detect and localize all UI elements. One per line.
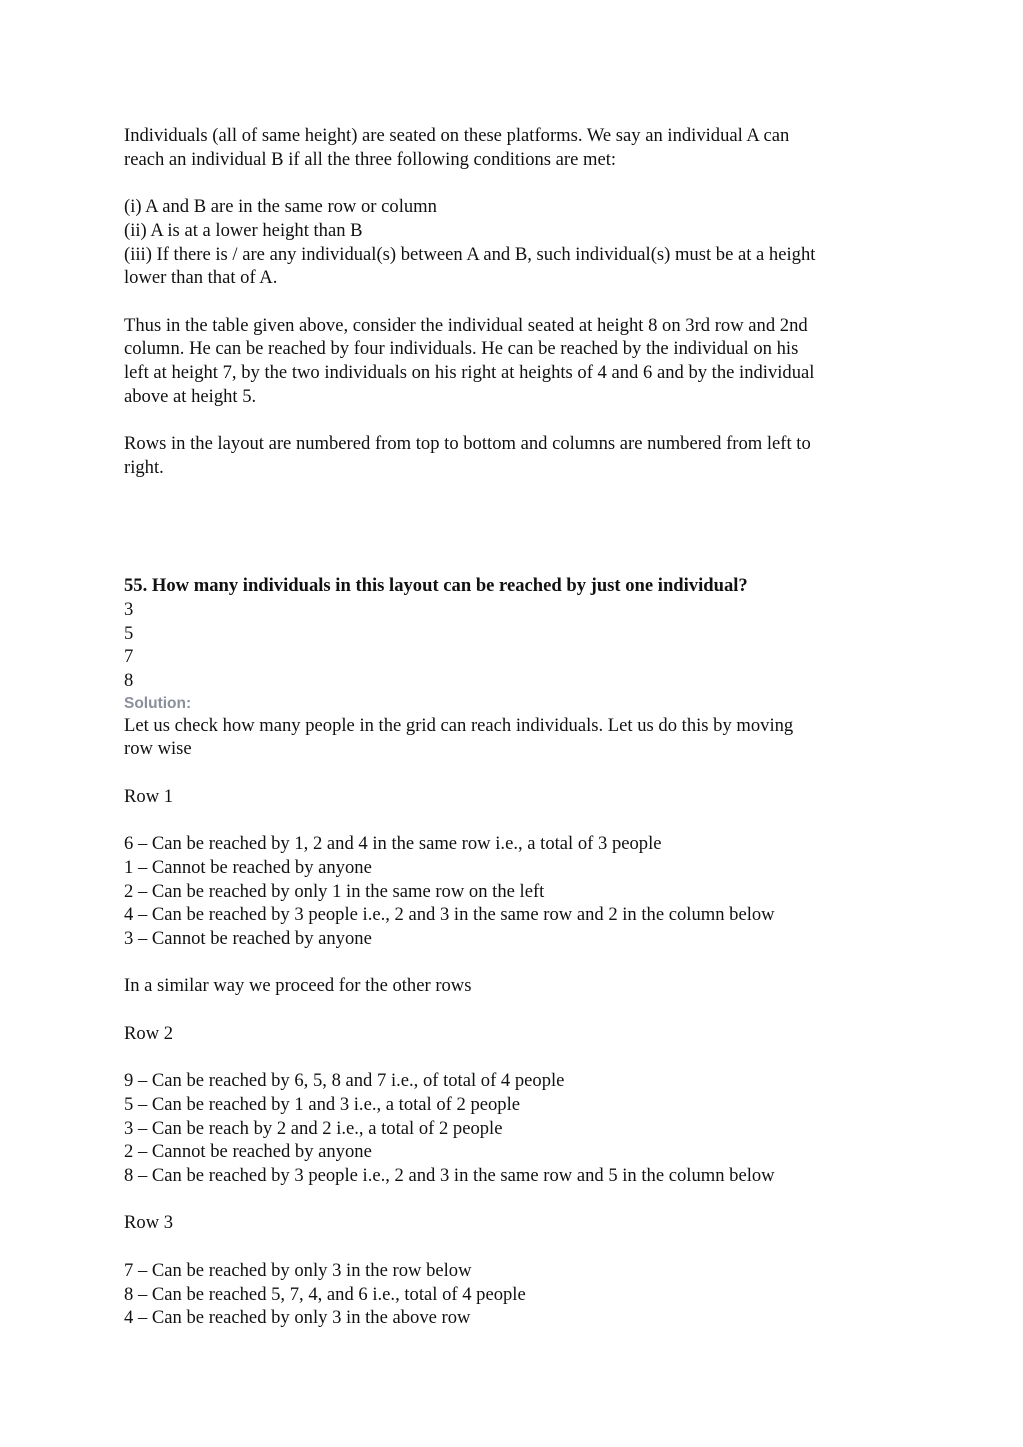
row3-item: 4 – Can be reached by only 3 in the above row xyxy=(124,1307,471,1329)
row2-item: 2 – Cannot be reached by anyone xyxy=(124,1141,372,1163)
row3-title: Row 3 xyxy=(124,1212,174,1234)
example-line: column. He can be reached by four individuals. He can be reached by the individual on his xyxy=(124,338,799,360)
example-line: left at height 7, by the two individuals on his right at heights of 4 and 6 and by the individual xyxy=(124,362,815,383)
row1-item: 3 – Cannot be reached by anyone xyxy=(124,928,372,950)
solution-intro-line: row wise xyxy=(124,738,192,760)
intro-line: Individuals (all of same height) are seated on these platforms. We say an individual A can xyxy=(124,125,790,146)
solution-heading: Solution: xyxy=(124,694,192,712)
numbering-line: right. xyxy=(124,456,164,478)
condition-item: (i) A and B are in the same row or column xyxy=(124,196,437,218)
row3-item: 8 – Can be reached 5, 7, 4, and 6 i.e., total of 4 people xyxy=(124,1283,526,1305)
solution-block xyxy=(124,693,914,1330)
row2-item: 9 – Can be reached by 6, 5, 8 and 7 i.e., of total of 4 people xyxy=(124,1070,565,1092)
question-option: 3 xyxy=(124,598,134,620)
intro-paragraph xyxy=(124,124,914,171)
condition-item: (ii) A is at a lower height than B xyxy=(124,219,363,241)
condition-item: lower than that of A. xyxy=(124,267,278,289)
question-option: 7 xyxy=(124,646,134,668)
conditions-list xyxy=(124,195,914,290)
row2-item: 3 – Can be reach by 2 and 2 i.e., a total of 2 people xyxy=(124,1117,503,1139)
row3-item: 7 – Can be reached by only 3 in the row below xyxy=(124,1259,472,1281)
numbering-paragraph xyxy=(124,432,914,479)
document-page xyxy=(124,124,914,1330)
similar-note: In a similar way we proceed for the other rows xyxy=(124,975,472,997)
question-option: 8 xyxy=(124,670,134,692)
row2-item: 5 – Can be reached by 1 and 3 i.e., a total of 2 people xyxy=(124,1093,521,1115)
solution-intro-line: Let us check how many people in the grid can reach individuals. Let us do this by moving xyxy=(124,714,794,736)
row1-item: 1 – Cannot be reached by anyone xyxy=(124,856,372,878)
row1-item: 6 – Can be reached by 1, 2 and 4 in the same row i.e., a total of 3 people xyxy=(124,833,662,855)
example-line: Thus in the table given above, consider the individual seated at height 8 on 3rd row and 2nd xyxy=(124,314,808,336)
question-block xyxy=(124,574,914,693)
numbering-line: Rows in the layout are numbered from top to bottom and columns are numbered from left to xyxy=(124,433,811,455)
question-text: 55. How many individuals in this layout can be reached by just one individual? xyxy=(124,575,748,597)
example-line: above at height 5. xyxy=(124,385,257,407)
example-paragraph xyxy=(124,314,914,409)
row2-title: Row 2 xyxy=(124,1022,174,1044)
condition-item: (iii) If there is / are any individual(s) between A and B, such individual(s) must be at a height xyxy=(124,243,816,265)
question-option: 5 xyxy=(124,622,134,644)
intro-line: reach an individual B if all the three following conditions are met: xyxy=(124,148,617,170)
row1-title: Row 1 xyxy=(124,785,174,807)
row1-item: 2 – Can be reached by only 1 in the same row on the left xyxy=(124,880,545,902)
row2-item: 8 – Can be reached by 3 people i.e., 2 and 3 in the same row and 5 in the column below xyxy=(124,1165,775,1187)
row1-item: 4 – Can be reached by 3 people i.e., 2 and 3 in the same row and 2 in the column below xyxy=(124,904,775,926)
